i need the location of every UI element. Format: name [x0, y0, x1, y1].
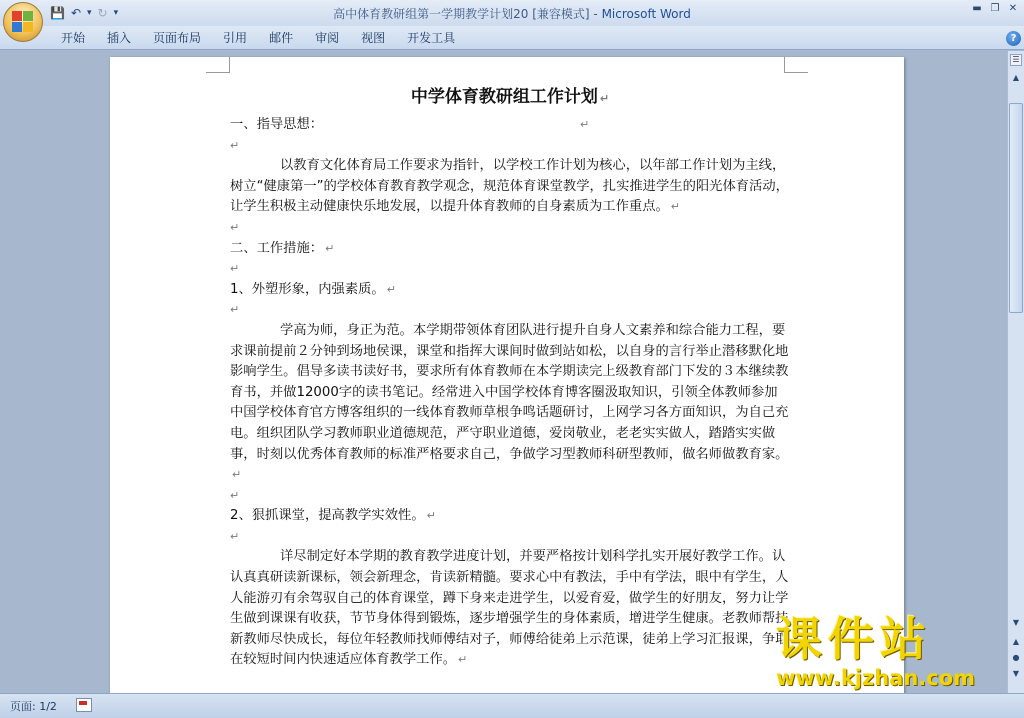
close-icon[interactable]: ✕ — [1008, 3, 1018, 14]
scroll-down-icon[interactable]: ▼ — [1012, 618, 1020, 627]
empty-paragraph: ↵ — [230, 303, 240, 317]
tab-insert[interactable]: 插入 — [107, 31, 132, 45]
paragraph-ideology: 以教育文化体育局工作要求为指针，以学校工作计划为核心，以年部工作计划为主线，树立“健康第一”的学校体育教育教学观念，规范体育课堂教学，扎实推进学生的阳光体育活动，让学生积极主动健康快乐地发展，以提升体育教师的自身素质为工作重点。 ↵ — [230, 158, 789, 215]
empty-paragraph: ↵ — [230, 138, 240, 152]
empty-paragraph: ↵ — [230, 488, 240, 502]
tab-review[interactable]: 审阅 — [315, 31, 340, 45]
margin-corner-top-right — [784, 57, 808, 73]
title-bar — [0, 0, 1024, 26]
undo-icon[interactable]: ↶ — [70, 6, 82, 20]
next-page-icon[interactable]: ▼ — [1012, 669, 1020, 678]
watermark-url: www.kjzhan.com — [776, 666, 976, 690]
empty-paragraph: ↵ — [230, 220, 240, 234]
tab-page-layout[interactable]: 页面布局 — [153, 31, 202, 45]
status-bar — [0, 693, 1024, 718]
window-title — [0, 5, 1024, 22]
office-logo-icon — [12, 11, 34, 33]
help-icon[interactable]: ? — [1006, 31, 1021, 46]
ribbon-tabs — [50, 26, 466, 50]
undo-dropdown-icon[interactable]: ▾ — [87, 8, 92, 18]
tab-developer[interactable]: 开发工具 — [407, 31, 456, 45]
tab-home[interactable]: 开始 — [61, 31, 86, 45]
vertical-scrollbar[interactable] — [1007, 51, 1024, 693]
scroll-up-icon[interactable]: ▲ — [1012, 73, 1020, 82]
heading-work-measures: 二、工作措施： ↵ — [230, 240, 335, 256]
tab-references[interactable]: 引用 — [223, 31, 248, 45]
minimize-icon[interactable]: ▬ — [972, 3, 982, 14]
window-controls — [968, 2, 1022, 16]
document-title: 中学体育教研组工作计划 ↵ — [410, 87, 610, 107]
redo-icon[interactable]: ↻ — [97, 6, 108, 20]
document-body[interactable] — [230, 85, 790, 671]
heading-guiding-ideology: 一、指导思想： ↵ — [230, 117, 590, 132]
document-workspace — [0, 51, 1007, 693]
paragraph-teacher-quality: 学高为师，身正为范。本学期带领体育团队进行提升自身人文素养和综合能力工程，要求课前提前２分钟到场地侯课，课堂和指挥大课间时做到站如松，以自身的言行举止潜移默化地影响学生。倡导多读书读好书，要求所有体育教师在本学期读完上级教育部门下发的３本继续教育书，并做12000字的读书笔记。经常进入中国学校体育博客圈汲取知识，引领全体教师参加中国学校体育官方博客组织的一线体育教师草根争鸣话题研讨，上网学习各方面知识，为自己充电。组织团队学习教师职业道德规范，严守职业道德，爱岗敬业，老老实实做人，踏踏实实做事，时刻以优秀体育教师的标准严格要求自己，争做学习型教师科研型教师，做名师做教育家。↵ — [230, 322, 789, 482]
tab-view[interactable]: 视图 — [361, 31, 386, 45]
customize-icon[interactable]: ▾ — [113, 8, 119, 18]
ribbon — [0, 26, 1024, 50]
margin-corner-top-left — [206, 57, 230, 73]
scroll-thumb[interactable] — [1009, 103, 1023, 313]
office-button[interactable] — [3, 2, 43, 42]
empty-paragraph: ↵ — [230, 262, 240, 276]
save-icon[interactable]: 💾 — [50, 6, 65, 20]
paragraph-classroom: 详尽制定好本学期的教育教学进度计划，并要严格按计划科学扎实开展好教学工作。认认真真研读新课标，领会新理念，肯读新精髓。要求心中有教法，手中有学法，眼中有学生，人人能游刃有余驾驭自己的体育课堂，蹲下身来走进学生，以爱育爱，做学生的好朋友，努力让学生做到课课有收获，节节身体得到锻炼，逐步增强学生的身体素质，增进学生健康。老教师帮扶新教师尽快成长，每位年轻教师找师傅结对子，师傅给徒弟上示范课，徒弟上学习汇报课，争取在较短时间内快速适应体育教学工作。 ↵ — [230, 549, 789, 668]
page-count[interactable]: 页面: 1/2 — [10, 700, 57, 713]
previous-page-icon[interactable]: ▲ — [1012, 637, 1020, 646]
restore-icon[interactable]: ❐ — [990, 3, 1000, 14]
title-separator: - — [589, 7, 602, 21]
document-name: 高中体育教研组第一学期教学计划20 [兼容模式] — [333, 7, 590, 21]
browse-object-icon[interactable]: ● — [1012, 653, 1020, 662]
empty-paragraph: ↵ — [230, 529, 240, 543]
tab-mailings[interactable]: 邮件 — [269, 31, 294, 45]
proofing-icon[interactable] — [76, 698, 92, 712]
subheading-image-quality: 1、外塑形象，内强素质。 ↵ — [230, 281, 396, 297]
document-page[interactable] — [110, 57, 904, 693]
site-watermark — [772, 612, 1008, 692]
view-ruler-icon[interactable]: ☰ — [1010, 54, 1022, 66]
subheading-classroom: 2、狠抓课堂，提高教学实效性。 ↵ — [230, 508, 436, 524]
app-name: Microsoft Word — [601, 7, 691, 21]
watermark-title: 课件站 — [776, 612, 932, 666]
